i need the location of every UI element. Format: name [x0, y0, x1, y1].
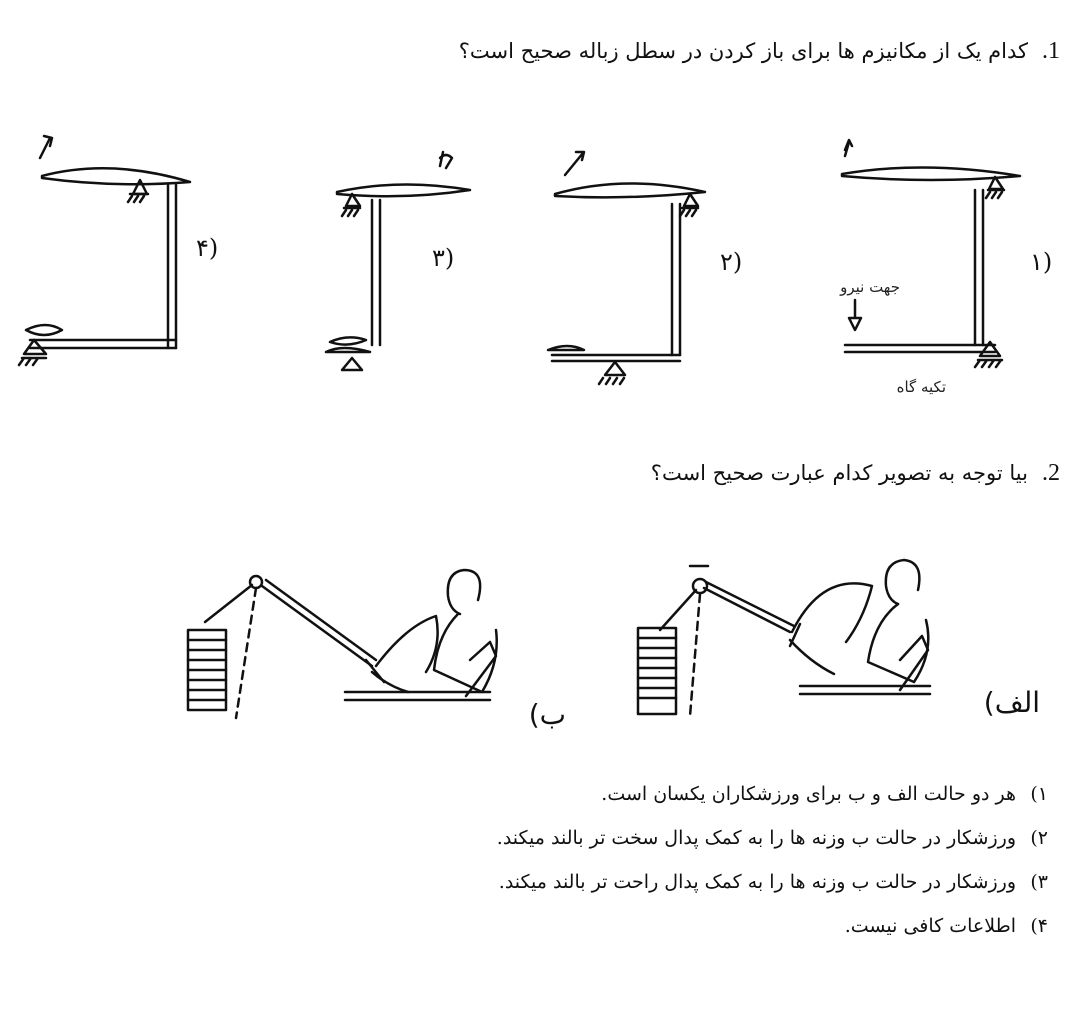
- option-1-label: ۱): [1030, 248, 1053, 276]
- force-direction-annotation: جهت نیرو: [840, 278, 900, 296]
- answer-option-1[interactable]: [288, 783, 1048, 827]
- figure-be-label: ب): [528, 698, 566, 731]
- answer-number: ۳): [1030, 871, 1048, 893]
- mechanism-2-figure: [548, 152, 705, 384]
- answer-option-4[interactable]: [288, 915, 1048, 959]
- answer-number: ۱): [1030, 783, 1048, 805]
- answer-number: ۴): [1030, 915, 1048, 937]
- figure-alef-label: الف): [983, 686, 1040, 719]
- answer-text: هر دو حالت الف و ب برای ورزشکاران یکسان است.: [601, 783, 1016, 805]
- answer-text: اطلاعات کافی نیست.: [844, 915, 1016, 937]
- question-text: کدام یک از مکانیزم ها برای باز کردن در سطل زباله صحیح است؟: [458, 39, 1028, 63]
- option-3-label: ۳): [432, 244, 455, 272]
- answer-option-2[interactable]: [288, 827, 1048, 871]
- answer-list: [288, 783, 1048, 959]
- question-2: [651, 460, 1060, 487]
- question-number: 2.: [1042, 460, 1060, 486]
- mechanism-1-figure: [842, 140, 1020, 367]
- figure-b-rowing: [188, 570, 497, 718]
- question-text: بیا توجه به تصویر کدام عبارت صحیح است؟: [650, 461, 1028, 485]
- figure-alef-rowing: [638, 560, 930, 716]
- answer-option-3[interactable]: [288, 871, 1048, 915]
- answer-text: ورزشکار در حالت ب وزنه ها را به کمک پدال سخت تر بالند میکند.: [496, 827, 1016, 849]
- mechanism-4-figure: [19, 136, 190, 365]
- fulcrum-annotation: تکیه گاه: [896, 378, 946, 396]
- answer-text: ورزشکار در حالت ب وزنه ها را به کمک پدال راحت تر بالند میکند.: [498, 871, 1016, 893]
- option-2-label: ۲): [720, 248, 743, 276]
- answer-number: ۲): [1030, 827, 1048, 849]
- question-number: 1.: [1042, 38, 1060, 64]
- option-4-label: ۴): [196, 234, 219, 262]
